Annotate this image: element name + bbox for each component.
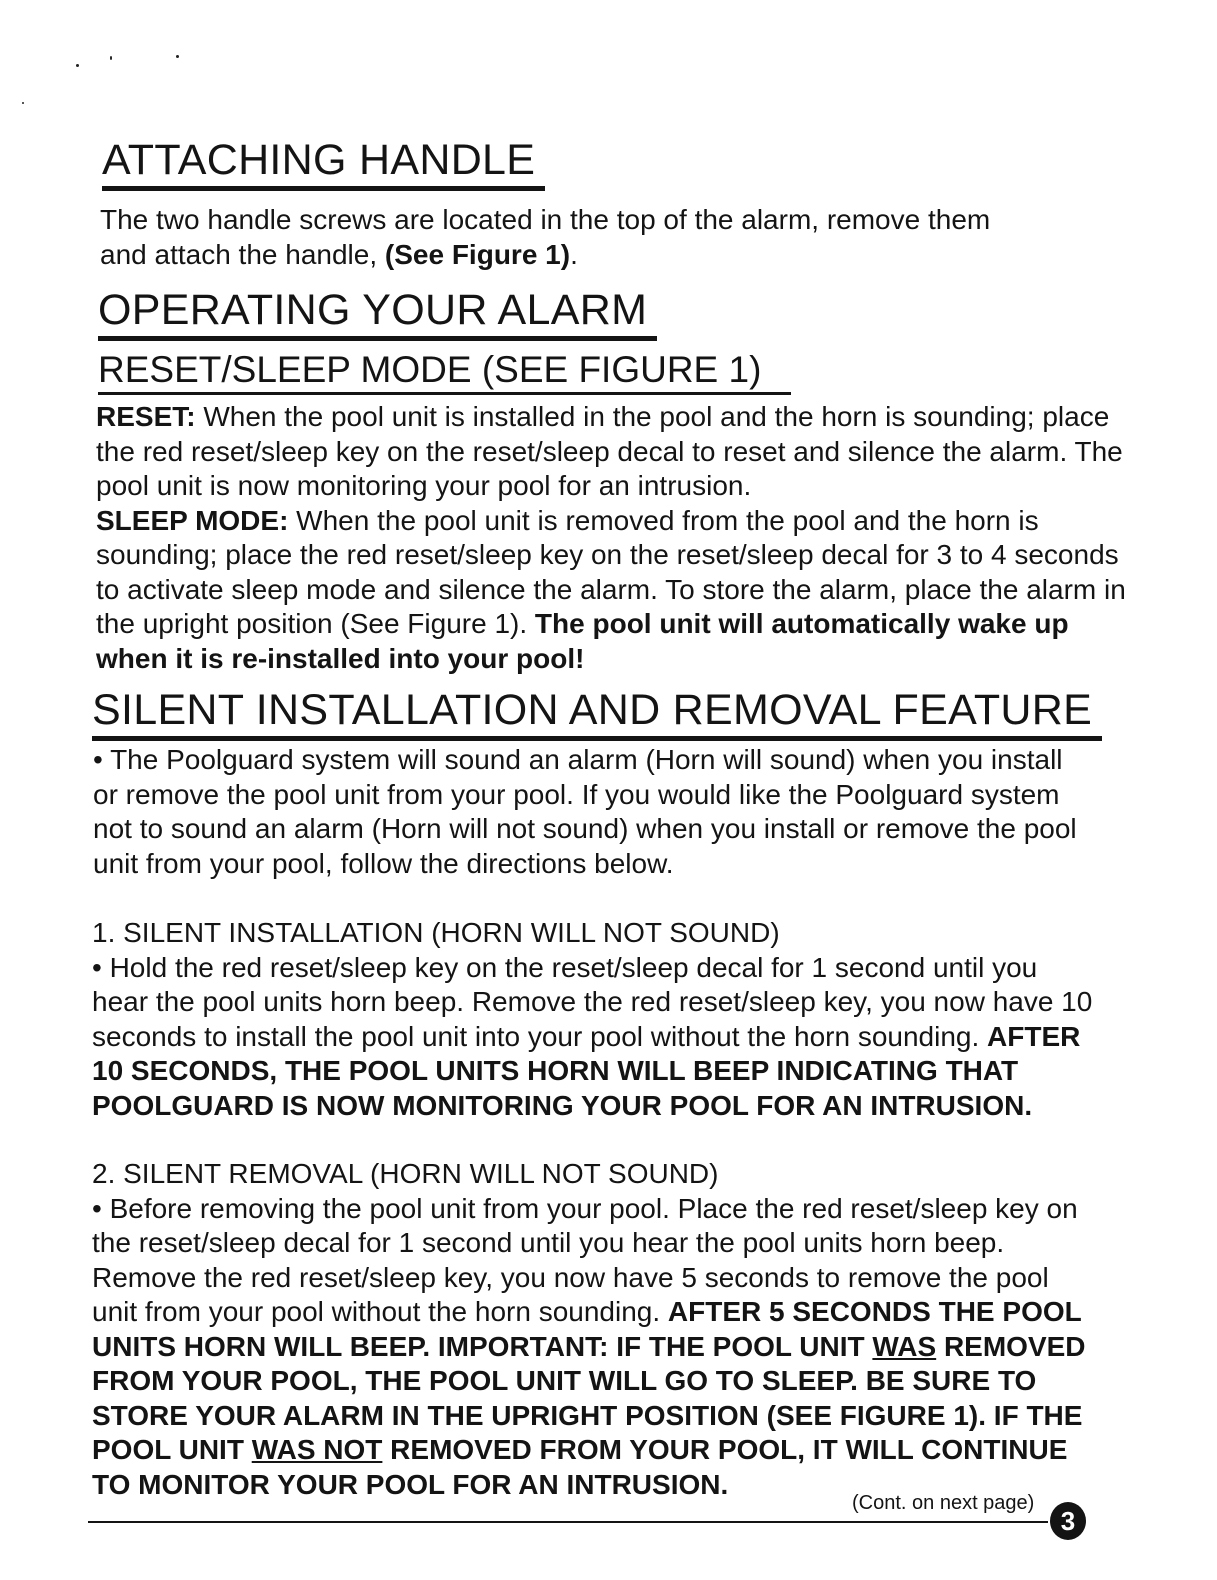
sleep-mode-label: SLEEP MODE: bbox=[96, 504, 289, 536]
reset-sleep-subheading: RESET/SLEEP MODE (SEE FIGURE 1) bbox=[98, 348, 791, 395]
text-line: to activate sleep mode and silence the alarm. To store the alarm, place the alarm in bbox=[96, 573, 1126, 605]
text-line: the red reset/sleep key on the reset/sleep decal to reset and silence the alarm. The bbox=[96, 435, 1123, 467]
scan-speck bbox=[22, 102, 24, 104]
text-line: • Hold the red reset/sleep key on the reset/sleep decal for 1 second until you bbox=[92, 951, 1038, 983]
page-number-badge: 3 bbox=[1050, 1502, 1086, 1540]
scan-speck bbox=[176, 55, 179, 58]
text-line: STORE YOUR ALARM IN THE UPRIGHT POSITION (SEE FIGURE 1). IF THE bbox=[92, 1399, 1083, 1431]
text-line: • The Poolguard system will sound an alarm (Horn will sound) when you install bbox=[93, 744, 1063, 775]
silent-installation-title: 1. SILENT INSTALLATION (HORN WILL NOT SOUND) bbox=[92, 917, 780, 948]
text-line: pool unit is now monitoring your pool for an intrusion. bbox=[96, 470, 752, 501]
text-line: and attach the handle, (See Figure 1). bbox=[100, 238, 578, 270]
continued-note: (Cont. on next page) bbox=[852, 1492, 1035, 1514]
text-line: POOLGUARD IS NOW MONITORING YOUR POOL FOR AN INTRUSION. bbox=[92, 1089, 1033, 1121]
scan-speck bbox=[76, 64, 79, 67]
text-line: when it is re-installed into your pool! bbox=[96, 642, 585, 674]
text-line: seconds to install the pool unit into your pool without the horn sounding. AFTER bbox=[92, 1020, 1081, 1052]
text-line: Remove the red reset/sleep key, you now have 5 seconds to remove the pool bbox=[92, 1261, 1049, 1293]
text-line: TO MONITOR YOUR POOL FOR AN INTRUSION. bbox=[92, 1468, 729, 1500]
text-line: or remove the pool unit from your pool. If you would like the Poolguard system bbox=[93, 778, 1060, 810]
silent-installation-section bbox=[92, 916, 1092, 1123]
text-line: • Before removing the pool unit from your pool. Place the red reset/sleep key on bbox=[92, 1192, 1078, 1224]
text-line: 10 SECONDS, THE POOL UNITS HORN WILL BEEP INDICATING THAT bbox=[92, 1055, 1019, 1086]
text-line: FROM YOUR POOL, THE POOL UNIT WILL GO TO SLEEP. BE SURE TO bbox=[92, 1365, 1037, 1396]
text-line: UNITS HORN WILL BEEP. IMPORTANT: IF THE POOL UNIT WAS REMOVED bbox=[92, 1330, 1086, 1362]
text-line: unit from your pool, follow the directions below. bbox=[93, 847, 674, 879]
silent-feature-intro bbox=[93, 743, 1077, 881]
was-emphasis: WAS bbox=[872, 1330, 937, 1362]
reset-label: RESET: bbox=[96, 401, 196, 432]
was-not-emphasis: WAS NOT bbox=[251, 1434, 383, 1465]
figure-reference: (See Figure 1) bbox=[384, 238, 571, 270]
silent-feature-heading: SILENT INSTALLATION AND REMOVAL FEATURE bbox=[92, 684, 1102, 741]
text-line: the reset/sleep decal for 1 second until you hear the pool units horn beep. bbox=[92, 1227, 1005, 1258]
text-line: POOL UNIT WAS NOT REMOVED FROM YOUR POOL, IT WILL CONTINUE bbox=[92, 1434, 1068, 1465]
silent-removal-title: 2. SILENT REMOVAL (HORN WILL NOT SOUND) bbox=[92, 1158, 719, 1189]
text-line: SLEEP MODE: When the pool unit is removed from the pool and the horn is bbox=[96, 504, 1039, 536]
footer-rule bbox=[88, 1521, 1048, 1523]
text-line: The two handle screws are located in the top of the alarm, remove them bbox=[100, 204, 991, 235]
scan-speck bbox=[110, 56, 112, 60]
operating-heading: OPERATING YOUR ALARM bbox=[98, 284, 657, 341]
attaching-handle-heading: ATTACHING HANDLE bbox=[102, 134, 545, 191]
text-line: sounding; place the red reset/sleep key on the reset/sleep decal for 3 to 4 seconds bbox=[96, 539, 1119, 570]
silent-removal-section bbox=[92, 1157, 1086, 1502]
attaching-handle-text bbox=[100, 203, 990, 272]
text-line: unit from your pool without the horn sounding. AFTER 5 SECONDS THE POOL bbox=[92, 1296, 1082, 1327]
text-line: not to sound an alarm (Horn will not sound) when you install or remove the pool bbox=[93, 813, 1077, 844]
text-line: the upright position (See Figure 1). The pool unit will automatically wake up bbox=[96, 608, 1069, 639]
reset-sleep-body bbox=[96, 400, 1126, 676]
text-line: hear the pool units horn beep. Remove the red reset/sleep key, you now have 10 bbox=[92, 986, 1093, 1017]
text-line: RESET: When the pool unit is installed in the pool and the horn is sounding; place bbox=[96, 401, 1110, 432]
